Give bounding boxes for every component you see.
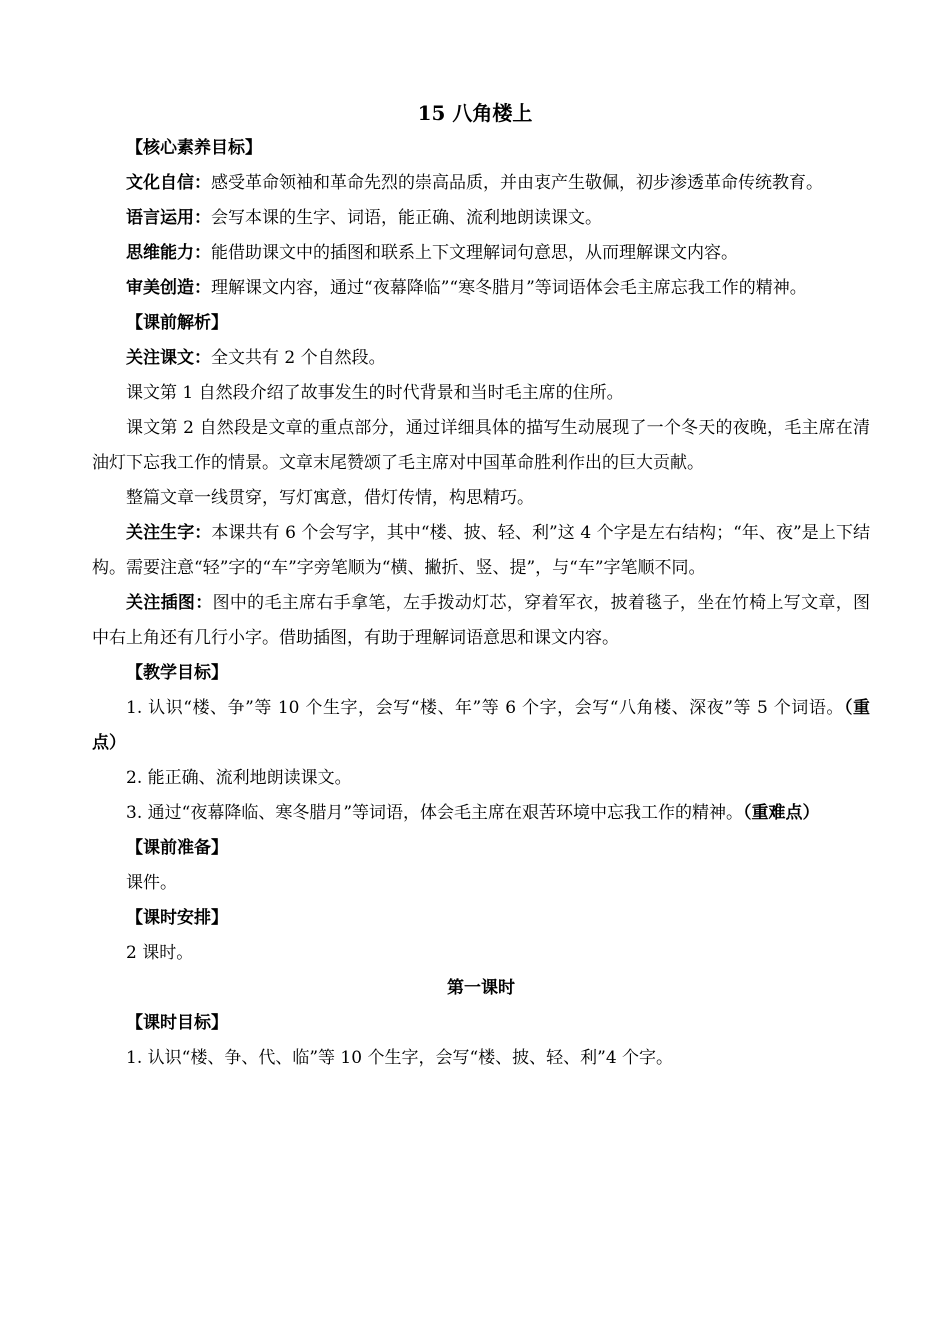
core-goal-thinking: [92, 236, 870, 271]
focus-image-value: 图中的毛主席右手拿笔，左手拨动灯芯，穿着军衣，披着毯子，坐在竹椅上写文章，图中右上角还有几行小字。借助插图，有助于理解词语意思和课文内容。: [92, 593, 871, 648]
core-goal-culture: [92, 166, 870, 201]
core-goal-text: 感受革命领袖和革命先烈的崇高品质，并由衷产生敬佩，初步渗透革命传统教育。: [211, 173, 823, 193]
teaching-goal-tag: （重难点）: [743, 803, 820, 823]
focus-image-label: 关注插图：: [126, 593, 213, 613]
focus-chars-label: 关注生字：: [126, 523, 212, 543]
core-goal-language: [92, 201, 870, 236]
focus-chars-paragraph: [92, 516, 870, 586]
section-heading-pre-analysis: 【课前解析】: [126, 313, 228, 333]
preparation-text: 课件。: [126, 873, 177, 893]
analysis-paragraph-1: 课文第 1 自然段介绍了故事发生的时代背景和当时毛主席的住所。: [126, 383, 624, 403]
schedule-text: 2 课时。: [126, 943, 194, 963]
focus-chars-value: 本课共有 6 个会写字，其中“楼、披、轻、利”这 4 个字是左右结构；“年、夜”是上下结构。需要注意“轻”字的“车”字旁笔顺为“横、撇折、竖、提”，与“车”字笔顺不同。: [92, 523, 871, 578]
analysis-paragraph-3: 整篇文章一线贯穿，写灯寓意，借灯传情，构思精巧。: [126, 488, 534, 508]
document-body: [92, 131, 870, 1076]
focus-text-paragraph: [92, 341, 870, 376]
teaching-goal-text: 3. 通过“夜幕降临、寒冬腊月”等词语，体会毛主席在艰苦环境中忘我工作的精神。: [126, 803, 744, 823]
analysis-paragraph-2: 课文第 2 自然段是文章的重点部分，通过详细具体的描写生动展现了一个冬天的夜晚，毛主席在清油灯下忘我工作的情景。文章末尾赞颂了毛主席对中国革命胜利作出的巨大贡献。: [92, 418, 870, 473]
focus-text-value: 全文共有 2 个自然段。: [211, 348, 386, 368]
teaching-goal-2: 2. 能正确、流利地朗读课文。: [126, 768, 352, 788]
lesson-1-heading: 第一课时: [447, 978, 515, 998]
section-heading-teaching-goals: 【教学目标】: [126, 663, 228, 683]
core-goal-aesthetic: [92, 271, 870, 306]
core-goal-label: 审美创造：: [126, 278, 211, 298]
section-heading-schedule: 【课时安排】: [126, 908, 228, 928]
document-title: 15 八角楼上: [417, 101, 533, 125]
core-goal-label: 文化自信：: [126, 173, 211, 193]
core-goal-text: 会写本课的生字、词语，能正确、流利地朗读课文。: [211, 208, 602, 228]
teaching-goal-3: [92, 796, 870, 831]
teaching-goal-1: [92, 691, 870, 761]
teaching-goal-tag: （重点）: [92, 698, 870, 753]
focus-image-paragraph: [92, 586, 870, 656]
focus-text-label: 关注课文：: [126, 348, 211, 368]
core-goal-label: 思维能力：: [126, 243, 211, 263]
lesson-goal-1: 1. 认识“楼、争、代、临”等 10 个生字，会写“楼、披、轻、利”4 个字。: [126, 1048, 674, 1068]
core-goal-label: 语言运用：: [126, 208, 211, 228]
teaching-goal-text: 1. 认识“楼、争”等 10 个生字，会写“楼、年”等 6 个字，会写“八角楼、深夜”等 5 个词语。: [126, 698, 844, 718]
section-heading-lesson-goals: 【课时目标】: [126, 1013, 228, 1033]
section-heading-core-goals: 【核心素养目标】: [126, 138, 262, 158]
core-goal-text: 理解课文内容，通过“夜幕降临”“寒冬腊月”等词语体会毛主席忘我工作的精神。: [211, 278, 807, 298]
section-heading-preparation: 【课前准备】: [126, 838, 228, 858]
core-goal-text: 能借助课文中的插图和联系上下文理解词句意思，从而理解课文内容。: [211, 243, 738, 263]
